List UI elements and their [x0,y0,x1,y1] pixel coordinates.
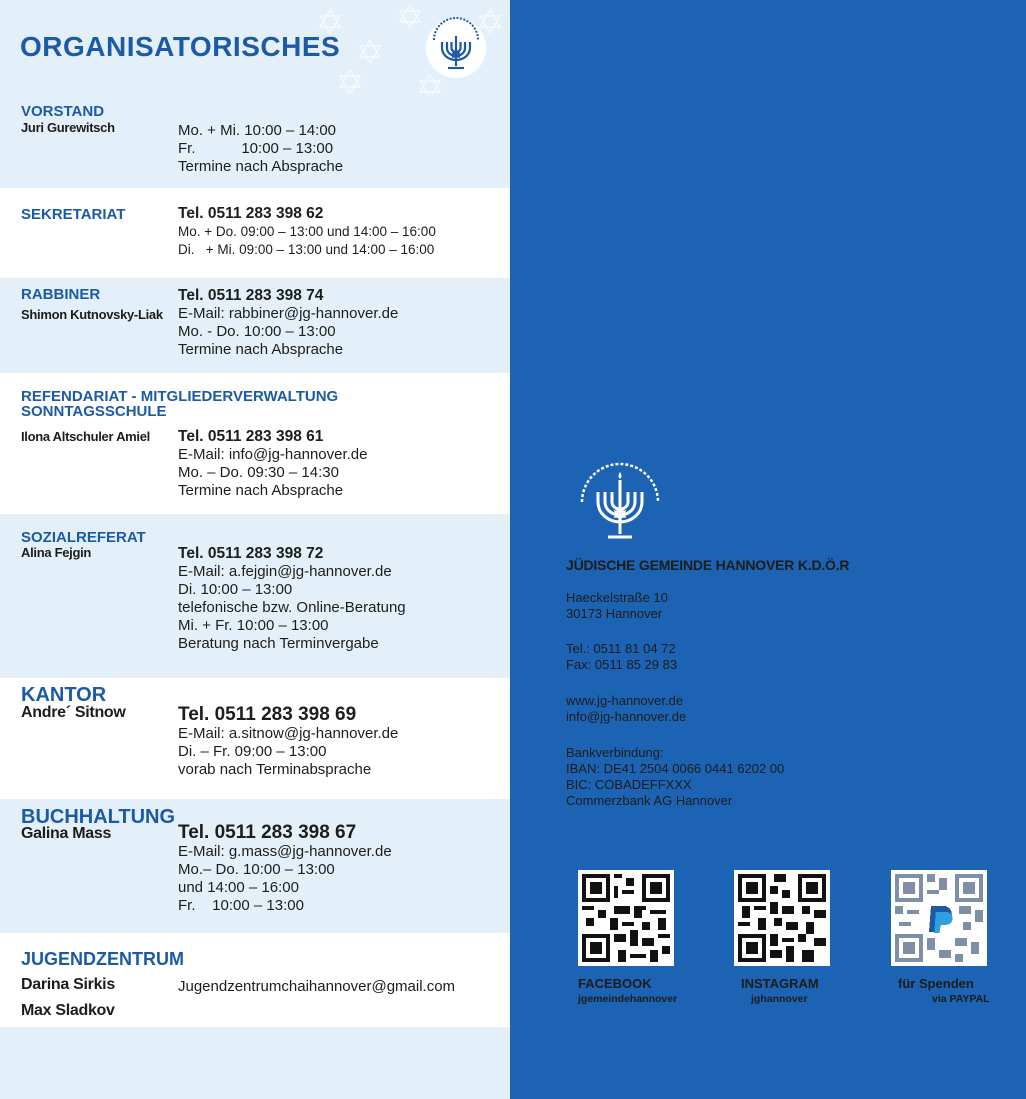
phone-number: Tel. 0511 283 398 62 [178,205,324,222]
page-title: ORGANISATORISCHES [20,31,341,62]
section-buchhaltung [0,799,510,933]
detail-line: Mo. - Do. 10:00 – 13:00 [178,323,336,340]
detail-line: Fr. 10:00 – 13:00 [178,140,334,157]
detail-line: Termine nach Absprache [178,341,344,358]
bank-details [566,745,784,809]
menorah-logo-icon [570,458,670,546]
detail-line: und 14:00 – 16:00 [178,879,299,896]
contacts-panel [0,0,510,1099]
bank-line: Commerzbank AG Hannover [566,793,733,808]
phone-fax [566,641,677,673]
qr-label: FACEBOOK [578,976,652,991]
section-details [178,978,455,996]
detail-line: Fr. 10:00 – 13:00 [178,897,304,914]
postal-address [566,590,668,622]
section-vorstand [0,95,510,188]
section-details [178,705,398,779]
detail-line: vorab nach Terminabsprache [178,761,372,778]
email-address: E-Mail: g.mass@jg-hannover.de [178,843,392,860]
email-address: E-Mail: a.fejgin@jg-hannover.de [178,563,392,580]
section-jugendzentrum [0,933,510,1027]
section-subtitle: SONNTAGSSCHULE [21,403,167,420]
detail-line: Mo. + Do. 09:00 – 13:00 und 14:00 – 16:00 [178,224,436,239]
section-rabbiner [0,278,510,373]
section-details [178,287,398,359]
address-line: Haeckelstraße 10 [566,590,668,605]
fax-line: Fax: 0511 85 29 83 [566,657,678,672]
detail-line: Mo. – Do. 09:30 – 14:30 [178,464,339,481]
detail-line: Termine nach Absprache [178,482,344,499]
email-address: E-Mail: a.sitnow@jg-hannover.de [178,725,399,742]
footer-band [0,1027,510,1099]
facebook-qr-code[interactable] [578,870,674,966]
section-title: SEKRETARIAT [21,206,126,223]
qr-handle: jghannover [751,993,808,1005]
qr-label: für Spenden [898,976,974,991]
section-title: REFENDARIAT - MITGLIEDERVERWALTUNG [21,388,339,405]
address-line: 30173 Hannover [566,606,663,621]
section-details [178,823,392,915]
person-name: Juri Gurewitsch [21,120,115,135]
phone-number: Tel. 0511 283 398 67 [178,822,357,843]
detail-line: Mi. + Fr. 10:00 – 13:00 [178,617,329,634]
email-address: Jugendzentrumchaihannover@gmail.com [178,978,456,995]
section-refendariat [0,373,510,514]
section-details [178,205,436,259]
qr-handle: jgemeindehannover [578,993,678,1005]
section-title: BUCHHALTUNG [21,806,176,828]
qr-code-icon [578,870,674,966]
header-band [0,0,510,95]
person-name: Shimon Kutnovsky-Liak [21,307,163,322]
menorah-logo-icon [424,16,488,80]
phone-number: Tel. 0511 283 398 74 [178,287,324,304]
detail-line: Mo.– Do. 10:00 – 13:00 [178,861,335,878]
section-details [178,122,343,176]
section-sozialreferat [0,514,510,678]
website-link[interactable]: www.jg-hannover.de [566,693,684,708]
person-name: Andre´ Sitnow [21,704,126,721]
bank-line: Bankverbindung: [566,745,664,760]
detail-line: Beratung nach Terminvergabe [178,635,379,652]
qr-label: INSTAGRAM [741,976,819,991]
email-link[interactable]: info@jg-hannover.de [566,709,687,724]
phone-number: Tel. 0511 283 398 61 [178,428,324,445]
detail-line: telefonische bzw. Online-Beratung [178,599,406,616]
section-title: JUGENDZENTRUM [21,949,185,969]
paypal-qr-code-icon [891,870,987,966]
section-details [178,428,368,500]
person-name: Ilona Altschuler Amiel [21,429,150,444]
person-name: Darina Sirkis [21,976,115,993]
phone-number: Tel. 0511 283 398 72 [178,545,324,562]
section-title: VORSTAND [21,103,105,120]
email-address: E-Mail: rabbiner@jg-hannover.de [178,305,399,322]
detail-line: Mo. + Mi. 10:00 – 14:00 [178,122,337,139]
detail-line: Di. – Fr. 09:00 – 13:00 [178,743,327,760]
web-contact [566,693,686,725]
bank-line: IBAN: DE41 2504 0066 0441 6202 00 [566,761,785,776]
organization-name: JÜDISCHE GEMEINDE HANNOVER K.D.Ö.R [566,557,850,573]
section-kantor [0,678,510,799]
phone-number: Tel. 0511 283 398 69 [178,704,357,725]
detail-line: Di. 10:00 – 13:00 [178,581,293,598]
email-address: E-Mail: info@jg-hannover.de [178,446,368,463]
bank-line: BIC: COBADEFFXXX [566,777,692,792]
section-title: RABBINER [21,286,101,303]
phone-line: Tel.: 0511 81 04 72 [566,641,676,656]
person-name: Alina Fejgin [21,545,92,560]
section-sekretariat [0,188,510,278]
section-title: KANTOR [21,684,107,706]
qr-handle: via PAYPAL [932,993,990,1005]
paypal-qr-code[interactable] [891,870,987,966]
detail-line: Di. + Mi. 09:00 – 13:00 und 14:00 – 16:00 [178,242,435,257]
detail-line: Termine nach Absprache [178,158,344,175]
section-title: SOZIALREFERAT [21,529,146,546]
person-name: Galina Mass [21,825,112,842]
qr-code-icon [734,870,830,966]
person-name: Max Sladkov [21,1002,115,1019]
instagram-qr-code[interactable] [734,870,830,966]
section-details [178,545,406,653]
